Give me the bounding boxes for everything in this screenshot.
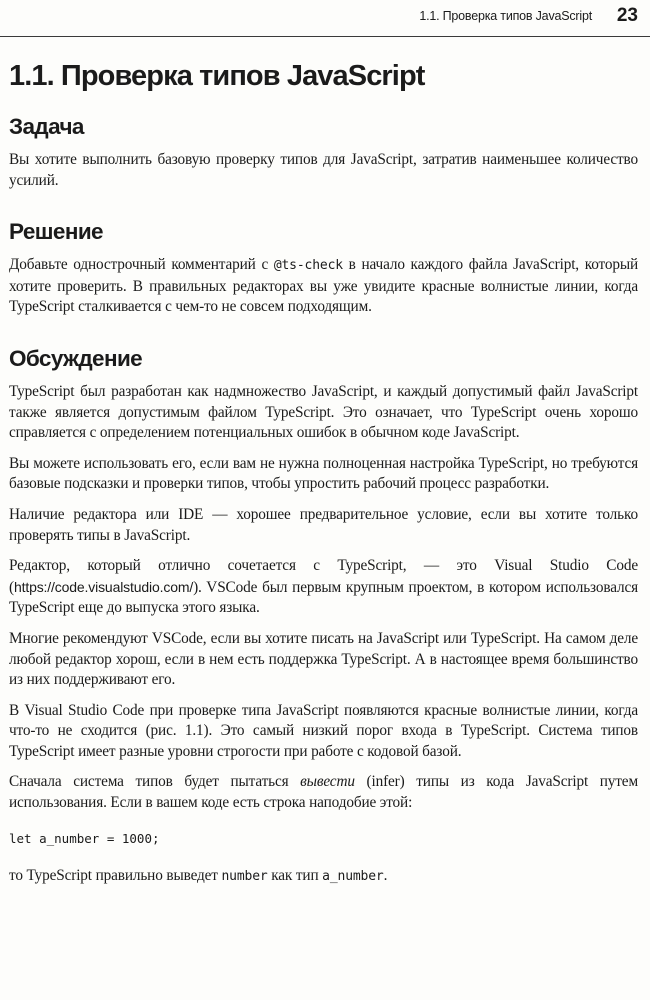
discussion-paragraph-4 bbox=[9, 556, 638, 619]
discussion-paragraph-1: TypeScript был разработан как надмножество JavaScript, и каждый допустимый файл JavaScript также является допустимым файлом TypeScript. Это означает, что TypeScript очень хорошо справляется с определением потенциальных ошибок в обычном коде JavaScript. bbox=[9, 382, 638, 442]
a-number-code: a_number bbox=[322, 868, 384, 884]
section-title: 1.1. Проверка типов JavaScript bbox=[9, 60, 425, 92]
discussion-heading: Обсуждение bbox=[9, 345, 143, 371]
p8-text-after: . bbox=[383, 866, 388, 884]
solution-heading: Решение bbox=[9, 219, 103, 245]
discussion-paragraph-6: В Visual Studio Code при проверке типа JavaScript появляются красные волнистые линии, когда что-то не сходится (рис. 1.1). Это самый низкий порог входа в TypeScript. Система типов TypeScript имеет разные уровни строгости при работе с кодовой базой. bbox=[9, 701, 638, 760]
running-header bbox=[0, 0, 650, 37]
discussion-paragraph-8 bbox=[9, 866, 638, 888]
p8-text-before: то TypeScript правильно выведет bbox=[9, 866, 222, 884]
discussion-paragraph-2: Вы можете использовать его, если вам не нужна полноценная настройка TypeScript, но требуются базовые подсказки и проверки типов, чтобы упростить рабочий процесс разработки. bbox=[9, 454, 638, 493]
p7-text-after: (infer) типы из кода JavaScript путем использования. Если в вашем коде есть строка наподобие этой: bbox=[9, 773, 638, 812]
ts-check-code: @ts-check bbox=[273, 258, 343, 274]
p4-text-after: ). VSCode был первым крупным проектом, в котором использовался TypeScript еще до выпуска этого языка. bbox=[9, 578, 638, 617]
solution-paragraph bbox=[9, 255, 638, 318]
solution-text-before: Добавьте однострочный комментарий с bbox=[9, 256, 274, 274]
vscode-url: https://code.visualstudio.com/ bbox=[13, 578, 194, 595]
discussion-paragraph-5: Многие рекомендуют VSCode, если вы хотите писать на JavaScript или TypeScript. На самом деле любой редактор хорош, если в нем есть поддержка TypeScript. А в настоящее время большинство из них поддерживают его. bbox=[9, 629, 638, 689]
page-number: 23 bbox=[616, 5, 638, 26]
discussion-paragraph-3: Наличие редактора или IDE — хорошее предварительное условие, если вы хотите только проверять типы в JavaScript. bbox=[9, 505, 638, 544]
p7-text-before: Сначала система типов будет пытаться bbox=[9, 773, 301, 791]
solution-text-after: в начало каждого файла JavaScript, который хотите проверить. В правильных редакторах вы уже увидите красные волнистые линии, когда TypeScript сталкивается с чем-то не совсем подходящим. bbox=[9, 256, 638, 316]
task-paragraph: Вы хотите выполнить базовую проверку типов для JavaScript, затратив наименьшее количество усилий. bbox=[9, 151, 638, 189]
page-content bbox=[9, 58, 638, 897]
task-heading: Задача bbox=[9, 114, 84, 139]
running-header-section-title: 1.1. Проверка типов JavaScript bbox=[419, 9, 592, 23]
discussion-paragraph-7 bbox=[9, 772, 638, 813]
p8-text-mid: как тип bbox=[267, 866, 323, 884]
infer-emphasis: вывести bbox=[300, 773, 355, 791]
code-example: let a_number = 1000; bbox=[9, 830, 160, 846]
number-code: number bbox=[221, 868, 268, 884]
p4-text-before: Редактор, который отлично сочетается с TypeScript, — это Visual Studio Code ( bbox=[9, 557, 638, 596]
